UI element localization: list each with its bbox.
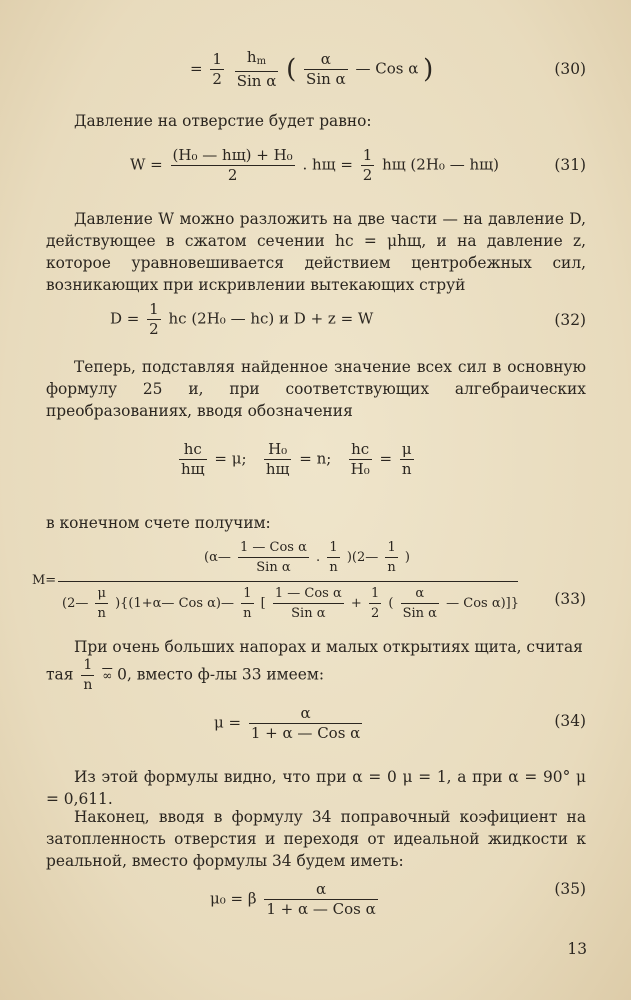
fraction: $\frac{1}{n}$ xyxy=(83,657,93,693)
equation-33-main-bar xyxy=(58,581,518,582)
equation-number-32: (32) xyxy=(554,311,586,329)
equation-number-30: (30) xyxy=(554,60,586,78)
equation-number-35: (35) xyxy=(554,880,586,898)
fraction: $\frac{\mu}{n}$ xyxy=(401,440,412,478)
fraction: $\frac{1}{2}$ xyxy=(149,300,159,338)
fraction: $\frac{hc}{\text{H₀}}$ xyxy=(350,440,370,478)
fraction: α 1 + α — Cos α xyxy=(266,880,376,918)
equation-31: W = (H₀ — hщ) + H₀ 2 . hщ = $\frac{1}{2}$ hщ (2H₀ — hщ) xyxy=(130,146,499,184)
equation-34: μ = α 1 + α — Cos α xyxy=(214,704,361,742)
paragraph: Наконец, вводя в формулу 34 поправочный коэфициент на затопленность отверстия и переходя от идеальной жидкости к реальной, вместо формулы 34 будем иметь: xyxy=(46,808,586,870)
fraction: $\frac{1}{2}$ xyxy=(212,50,222,88)
paragraph: Из этой формулы видно, что при α = 0 μ = 1, а при α = 90° μ = 0,611. xyxy=(46,768,586,808)
equation-number-33: (33) xyxy=(554,590,586,608)
page-number: 13 xyxy=(567,940,587,958)
paragraph: Теперь, подставляя найденное значение всех сил в основную формулу 25 и, при соответствующих алгебраических преобразованиях, вводя обозначения xyxy=(46,358,586,420)
fraction: $h_m$ Sin α xyxy=(236,48,277,90)
paragraph: Давление W можно разложить на две части — на давление D, действующее в сжатом сечении hc = μhщ, и на давление z, которое уравновешивается действием центробежных сил, возникающих при искривлении вытекающих струй xyxy=(46,210,586,294)
paragraph: Давление на отверстие будет равно: xyxy=(74,112,372,130)
fraction: H₀ hщ xyxy=(265,440,290,478)
equation-33-denominator: (2— $\frac{\mu}{n}$ ){(1+α— Cos α)— $\frac{1}{n}$ [ 1 — Cos α Sin α + $\frac{1}{2}$ ( α Sin α — Cos α)]} xyxy=(62,586,520,621)
equation-30: = $\frac{1}{2}$ $h_m$ Sin α ( α Sin α — Cos α ) xyxy=(190,48,434,90)
equation-number-34: (34) xyxy=(554,712,586,730)
equation-32: D = $\frac{1}{2}$ hc (2H₀ — hc) и D + z = W xyxy=(110,300,374,338)
fraction: hc hщ xyxy=(181,440,205,478)
equation-33-numerator: (α— 1 — Cos α Sin α . $\frac{1}{n}$ )(2— $\frac{1}{n}$ ) xyxy=(204,540,410,575)
notation-block: hc hщ = μ; H₀ hщ = n; $\frac{hc}{\text{H₀}}$ = $\frac{\mu}{n}$ xyxy=(181,440,412,478)
paragraph: в конечном счете получим: xyxy=(46,514,271,532)
paragraph: При очень больших напорах и малых открытиях щита, считая xyxy=(74,638,583,656)
equation-35: μ₀ = β α 1 + α — Cos α xyxy=(210,880,376,918)
equation-number-31: (31) xyxy=(554,156,586,174)
paragraph-line: тая $\frac{1}{n}$ ∞ 0, вместо ф-лы 33 имеем: xyxy=(46,657,325,693)
approx-equal-icon: ∞ xyxy=(102,668,113,683)
fraction: (H₀ — hщ) + H₀ 2 xyxy=(172,146,293,184)
fraction: $\frac{1}{2}$ xyxy=(362,146,373,184)
fraction: α 1 + α — Cos α xyxy=(250,704,361,742)
fraction: α Sin α xyxy=(306,50,346,88)
